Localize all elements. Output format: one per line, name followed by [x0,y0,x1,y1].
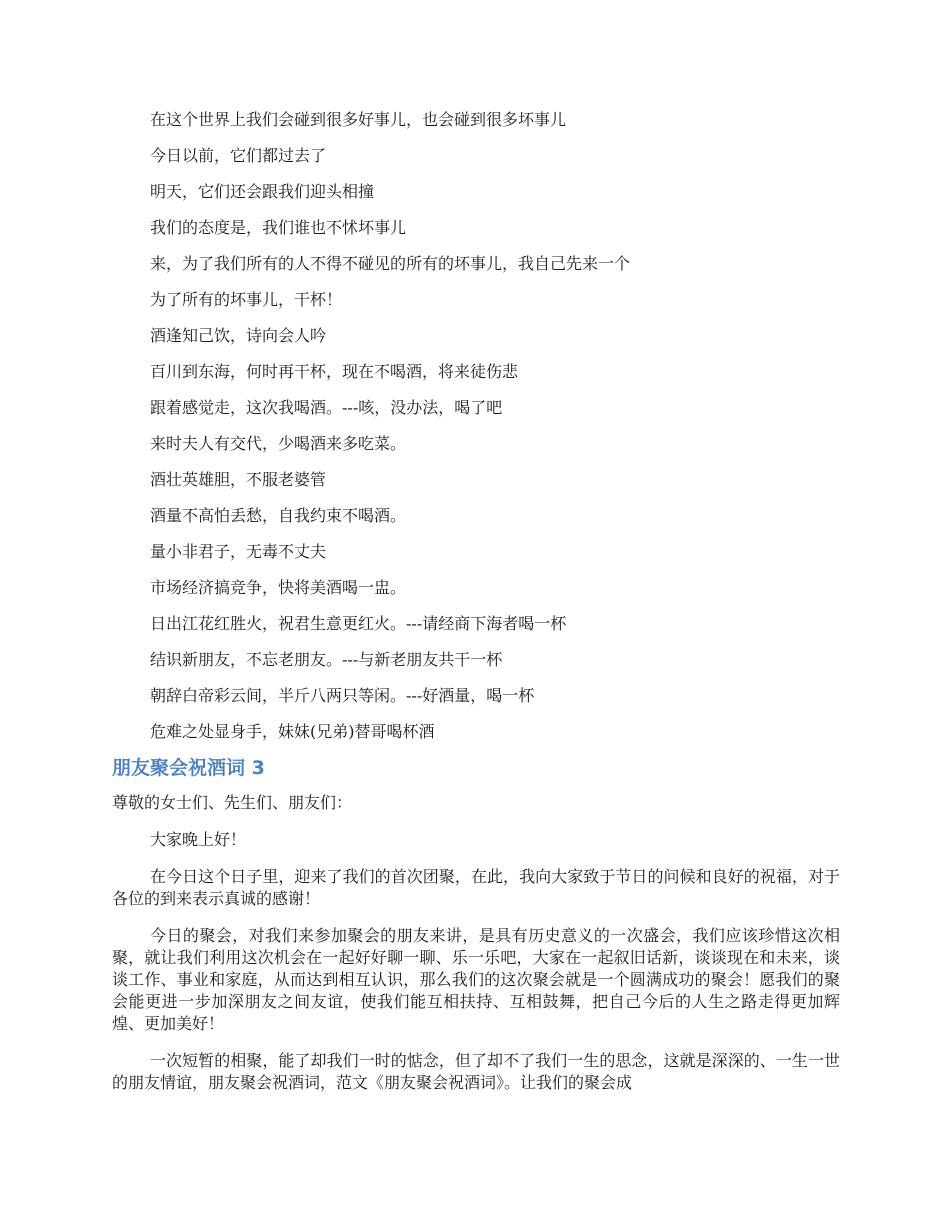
toast-line: 跟着感觉走，这次我喝酒。---咳，没办法，喝了吧 [150,398,503,417]
toast-line: 来时夫人有交代，少喝酒来多吃菜。 [150,434,407,453]
toast-line: 日出江花红胜火，祝君生意更红火。---请经商下海者喝一杯 [150,614,567,633]
section-heading: 朋友聚会祝酒词 3 [112,757,265,779]
greeting: 大家晚上好！ [150,830,247,849]
toast-line: 危难之处显身手，妹妹(兄弟)替哥喝杯酒 [150,722,435,741]
toast-line: 结识新朋友，不忘老朋友。---与新老朋友共干一杯 [150,650,503,669]
toast-line: 市场经济搞竞争，快将美酒喝一盅。 [150,578,407,597]
body-paragraph: 一次短暂的相聚，能了却我们一时的惦念，但了却不了我们一生的思念，这就是深深的、一生一世的朋友情谊，朋友聚会祝酒词，范文《朋友聚会祝酒词》。让我们的聚会成 [112,1051,840,1092]
body-paragraph: 今日的聚会，对我们来参加聚会的朋友来讲，是具有历史意义的一次盛会，我们应该珍惜这次相聚，就让我们利用这次机会在一起好好聊一聊、乐一乐吧，大家在一起叙旧话新，谈谈现在和未来，谈谈工作、事业和家庭，从而达到相互认识，那么我们的这次聚会就是一个圆满成功的聚会！愿我们的聚会能更进一步加深朋友之间友谊，使我们能互相扶持、互相鼓舞，把自己今后的人生之路走得更加辉煌、更加美好！ [112,926,840,1033]
toast-lines-list [112,110,840,742]
toast-line: 酒量不高怕丢愁，自我约束不喝酒。 [150,506,407,525]
toast-line: 酒壮英雄胆，不服老婆管 [150,470,327,489]
toast-line: 百川到东海，何时再干杯，现在不喝酒，将来徒伤悲 [150,362,519,381]
toast-line: 明天，它们还会跟我们迎头相撞 [150,182,375,201]
document-page [112,110,840,1109]
toast-line: 酒逢知己饮，诗向会人吟 [150,326,327,345]
toast-line: 我们的态度是，我们谁也不怵坏事儿 [150,218,407,237]
toast-line: 量小非君子，无毒不丈夫 [150,542,327,561]
body-paragraph: 在今日这个日子里，迎来了我们的首次团聚，在此，我向大家致于节日的问候和良好的祝福，对于各位的到来表示真诚的感谢！ [112,867,840,908]
toast-line: 来，为了我们所有的人不得不碰见的所有的坏事儿，我自己先来一个 [150,254,631,273]
toast-line: 朝辞白帝彩云间，半斤八两只等闲。---好酒量，喝一杯 [150,686,535,705]
toast-line: 今日以前，它们都过去了 [150,146,327,165]
toast-line: 为了所有的坏事儿，干杯！ [150,290,343,309]
toast-line: 在这个世界上我们会碰到很多好事儿，也会碰到很多坏事儿 [150,110,567,129]
salutation: 尊敬的女士们、先生们、朋友们： [112,793,353,812]
